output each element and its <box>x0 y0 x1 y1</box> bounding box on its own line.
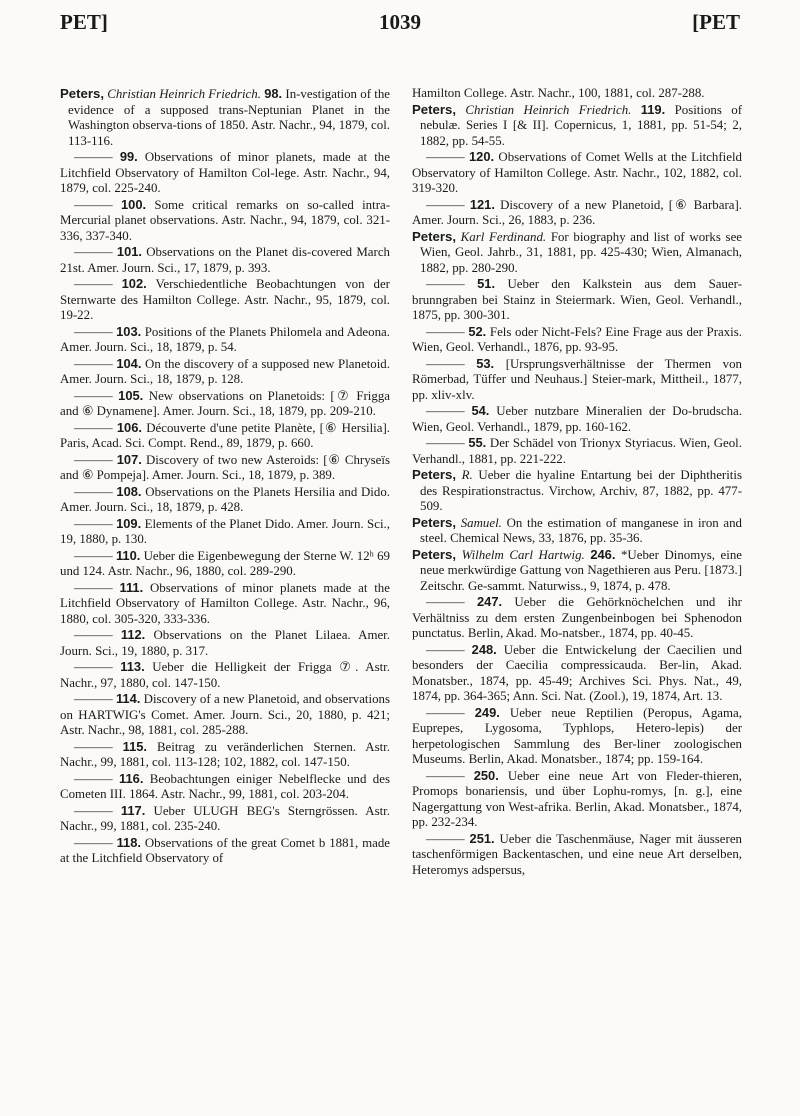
entry-number: 111. <box>119 579 144 595</box>
author-given-names: Christian Heinrich Friedrich. <box>465 102 632 117</box>
bibliography-entry <box>412 86 742 102</box>
entry-number: 246. <box>590 546 616 562</box>
entry-text: Ueber den Kalkstein aus dem Sauer-brunngraben bei Stainz in Steiermark. Wien, Geol. Verhandl., 1875, pp. 300-301. <box>412 277 742 322</box>
entry-text: Fels oder Nicht-Fels? Eine Frage aus der Praxis. Wien, Geol. Verhandl., 1876, pp. 93-95. <box>412 324 742 354</box>
ditto-dash: ——— <box>426 277 465 291</box>
author-surname: Peters, <box>412 467 456 482</box>
entry-number: 121. <box>469 196 495 212</box>
bibliography-entry <box>60 548 390 580</box>
entry-text: Observations of minor planets, made at the Litchfield Observatory of Hamilton Col-lege. Astr. Nachr., 94, 1879, col. 225-240. <box>60 150 390 195</box>
ditto-dash: ——— <box>74 548 113 563</box>
ditto-dash: ——— <box>74 245 113 259</box>
entry-text: Elements of the Planet Dido. Amer. Journ. Sci., 19, 1880, p. 130. <box>60 516 390 546</box>
entry-text: Some critical remarks on so-called intra-Mercurial planet observations. Astr. Nachr., 94, 1879, col. 321-336, 337-340. <box>60 197 390 243</box>
entry-number: 117. <box>120 802 146 818</box>
ditto-dash: ——— <box>74 420 113 435</box>
ditto-dash: ——— <box>74 388 113 403</box>
entry-number: 100. <box>121 196 147 212</box>
author-surname: Peters, <box>60 86 104 101</box>
entry-text: Verschiedentliche Beobachtungen von der Sternwarte des Hamilton College. Astr. Nachr., 95, 1879, col. 19-22. <box>60 277 390 322</box>
entry-number: 106. <box>116 419 142 435</box>
left-column <box>60 86 390 867</box>
bibliography-entry <box>412 276 742 324</box>
ditto-dash: ——— <box>74 803 113 818</box>
entry-number: 114. <box>115 691 141 706</box>
entry-text: Observations of the great Comet b 1881, made at the Litchfield Observatory of <box>60 835 390 865</box>
entry-text: Discovery of a new Planetoid, and observations on HARTWIG's Comet. Amer. Journ. Sci., 20, 1880, p. 421; Astr. Nachr., 98, 1881, col. 285-288. <box>60 692 390 737</box>
entry-number: 52. <box>468 323 487 339</box>
ditto-dash: ——— <box>74 628 113 642</box>
author-given-names: Wilhelm Carl Hartwig. <box>461 547 585 562</box>
entry-text: For biography and list of works see Wien, Geol. Jahrb., 31, 1881, pp. 425-430; Wien, Almanach, 1882, pp. 280-290. <box>420 229 743 275</box>
author-surname: Peters, <box>412 228 456 244</box>
entry-number: 109. <box>116 515 142 531</box>
author-given-names: R. <box>461 468 473 482</box>
right-column <box>412 86 742 878</box>
entry-text: On the discovery of a supposed new Planetoid. Amer. Journ. Sci., 18, 1879, p. 128. <box>60 356 390 386</box>
entry-text: Ueber neue Reptilien (Peropus, Agama, Euprepes, Lygosoma, Typhlops, Hetero-lepis) der herpetologischen Sammlung des Ber-liner zoologischen Museums. Berlin, Akad. Monatsber., 1874; pp. 159-164. <box>412 705 742 766</box>
entry-number: 116. <box>119 770 144 786</box>
running-head <box>60 10 740 36</box>
entry-text: Observations of Comet Wells at the Litchfield Observatory of Hamilton College. Astr. Nachr., 102, 1882, col. 319-320. <box>412 150 742 195</box>
entry-number: 54. <box>471 403 490 418</box>
bibliography-entry <box>60 627 390 659</box>
entry-text: Observations on the Planet Lilaea. Amer. Journ. Sci., 19, 1880, p. 317. <box>60 628 390 658</box>
entry-number: 101. <box>116 244 142 259</box>
entry-number: 113. <box>120 659 145 674</box>
entry-number: 115. <box>122 738 147 754</box>
author-surname: Peters, <box>412 546 456 562</box>
entry-text: Der Schädel von Trionyx Styriacus. Wien, Geol. Verhandl., 1881, pp. 221-222. <box>412 436 742 466</box>
bibliography-entry <box>412 467 742 515</box>
entry-number: 108. <box>116 483 142 499</box>
ditto-dash: ——— <box>426 436 465 450</box>
ditto-dash: ——— <box>74 580 113 595</box>
author-given-names: Karl Ferdinand. <box>460 229 547 244</box>
ditto-dash: ——— <box>74 692 113 706</box>
bibliography-entry <box>412 515 742 547</box>
entry-number: 104. <box>116 355 142 371</box>
entry-text: Observations on the Planets Hersilia and Dido. Amer. Journ. Sci., 18, 1879, p. 428. <box>60 484 391 514</box>
author-given-names: Christian Heinrich Friedrich. <box>107 87 261 101</box>
bibliography-entry <box>60 580 390 628</box>
entry-number: 51. <box>477 276 496 291</box>
ditto-dash: ——— <box>74 277 113 291</box>
bibliography-entry <box>60 691 390 739</box>
ditto-dash: ——— <box>74 660 113 674</box>
bibliography-entry <box>412 547 742 595</box>
entry-text: Hamilton College. Astr. Nachr., 100, 1881, col. 287-288. <box>412 86 705 100</box>
bibliography-entry <box>412 102 742 150</box>
ditto-dash: ——— <box>426 831 465 846</box>
entry-number: 120. <box>468 149 495 164</box>
entry-number: 249. <box>474 704 500 720</box>
bibliography-entry <box>412 197 742 229</box>
entry-text: [Ursprungsverhältnisse der Thermen von Römerbad, Tüffer und Neuhaus.] Steier-mark, Mittheil., 1877, pp. xliv-xlv. <box>412 356 742 402</box>
bibliography-entry <box>60 356 390 388</box>
bibliography-entry <box>60 276 390 324</box>
ditto-dash: ——— <box>426 356 465 371</box>
bibliography-entry <box>60 420 390 452</box>
entry-text: Discovery of two new Asteroids: [⑥ Chryseïs and ⑥ Pompeja]. Amer. Journ. Sci., 18, 1879, p. 389. <box>60 452 390 482</box>
entry-number: 251. <box>469 830 495 846</box>
entry-text: New observations on Planetoids: [⑦ Frigga and ⑥ Dynamene]. Amer. Journ. Sci., 18, 1879, pp. 209-210. <box>60 388 390 418</box>
bibliography-entry <box>60 324 390 356</box>
bibliography-entry <box>60 771 390 803</box>
entry-text: Ueber die Eigenbewegung der Sterne W. 12ʰ 69 und 124. Astr. Nachr., 96, 1880, col. 289-290. <box>60 548 390 578</box>
entry-number: 118. <box>116 834 141 850</box>
ditto-dash: ——— <box>426 705 465 720</box>
ditto-dash: ——— <box>426 404 465 418</box>
entry-text: Ueber ULUGH BEG's Sterngrössen. Astr. Nachr., 99, 1881, col. 235-240. <box>60 803 390 833</box>
ditto-dash: ——— <box>74 324 113 339</box>
entry-text: Observations of minor planets made at the Litchfield Observatory of Hamilton College. Astr. Nachr., 96, 1880, col. 305-320, 333-336. <box>60 580 390 626</box>
header-right: [PET <box>692 10 740 34</box>
entry-number: 55. <box>468 435 487 450</box>
bibliography-entry <box>412 324 742 356</box>
ditto-dash: ——— <box>74 516 113 531</box>
entry-text: Positions of nebulæ. Series I [& II]. Copernicus, 1, 1881, pp. 51-54; 2, 1882, pp. 54-55. <box>420 102 742 148</box>
entry-text: Ueber die Helligkeit der Frigga ⑦. Astr. Nachr., 97, 1880, col. 147-150. <box>60 660 390 690</box>
entry-text: Observations on the Planet dis-covered March 21st. Amer. Journ. Sci., 17, 1879, p. 393. <box>60 245 390 275</box>
ditto-dash: ——— <box>74 835 113 850</box>
entry-number: 250. <box>473 767 499 783</box>
header-left: PET] <box>60 10 108 34</box>
ditto-dash: ——— <box>74 150 113 164</box>
entry-text: Ueber die Entwickelung der Caecilien und besonders der Caecilia compressicauda. Ber-lin, Akad. Monatsber., 1874, pp. 45-49; Archives Sci. Phys. Nat., 49, 1874, pp. 364-365; Ann. Sci. Nat. (Zool.), 19, 1874, Art. 13. <box>412 642 743 703</box>
entry-number: 53. <box>476 355 495 371</box>
ditto-dash: ——— <box>426 768 465 783</box>
entry-text: Beobachtungen einiger Nebelflecke und des Cometen III. 1864. Astr. Nachr., 99, 1881, col. 203-204. <box>60 771 390 801</box>
entry-text: Discovery of a new Planetoid, [⑥ Barbara]. Amer. Journ. Sci., 26, 1883, p. 236. <box>412 197 742 227</box>
entry-text: Ueber nutzbare Mineralien der Do-brudscha. Wien, Geol. Verhandl., 1879, pp. 160-162. <box>412 404 742 434</box>
bibliography-entry <box>412 594 742 642</box>
author-surname: Peters, <box>412 101 456 117</box>
entry-text: Ueber eine neue Art von Fleder-thieren, Promops bonariensis, und über Lophu-romys, [n. g.], eine Nagergattung von West-afrika. Berlin, Akad. Monatsber., 1874, pp. 232-234. <box>412 768 742 829</box>
bibliography-entry <box>412 642 742 705</box>
bibliography-entry <box>60 86 390 149</box>
entry-number: 99. <box>119 149 138 164</box>
bibliography-entry <box>412 403 742 435</box>
entry-number: 248. <box>471 641 497 657</box>
bibliography-entry <box>60 835 390 867</box>
ditto-dash: ——— <box>426 642 465 657</box>
entry-number: 98. <box>264 86 283 101</box>
ditto-dash: ——— <box>426 150 465 164</box>
bibliography-entry <box>60 149 390 197</box>
bibliography-entry <box>60 244 390 276</box>
bibliography-entry <box>412 149 742 197</box>
bibliography-entry <box>60 197 390 245</box>
entry-text: In-vestigation of the evidence of a supposed trans-Neptunian Planet in the Washington observa-tions of 1850. Astr. Nachr., 94, 1879, col. 113-116. <box>68 87 391 148</box>
entry-text: *Ueber Dinomys, eine neue merkwürdige Gattung von Nagethieren aus Peru. [1873.] Zeitschr. Ge-sammt. Naturwiss., 9, 1874, p. 478. <box>420 547 742 593</box>
bibliography-entry <box>60 452 390 484</box>
bibliography-entry <box>60 516 390 548</box>
entry-number: 112. <box>120 627 146 642</box>
ditto-dash: ——— <box>426 197 465 212</box>
entry-text: Découverte d'une petite Planète, [⑥ Hersilia]. Paris, Acad. Sci. Compt. Rend., 89, 1879, p. 660. <box>60 420 390 450</box>
ditto-dash: ——— <box>74 452 113 467</box>
entry-number: 110. <box>115 547 141 563</box>
ditto-dash: ——— <box>426 324 465 339</box>
bibliography-entry <box>60 803 390 835</box>
bibliography-entry <box>412 768 742 831</box>
entry-number: 107. <box>116 451 142 467</box>
page-number: 1039 <box>379 10 421 34</box>
entry-text: On the estimation of manganese in iron and steel. Chemical News, 33, 1876, pp. 35-36. <box>420 515 743 545</box>
bibliography-entry <box>60 739 390 771</box>
bibliography-entry <box>412 831 742 879</box>
entry-number: 119. <box>640 101 666 117</box>
entry-text: Positions of the Planets Philomela and Adeona. Amer. Journ. Sci., 18, 1879, p. 54. <box>60 324 390 354</box>
author-surname: Peters, <box>412 514 456 530</box>
ditto-dash: ——— <box>74 356 113 371</box>
author-given-names: Samuel. <box>460 515 502 530</box>
bibliography-entry <box>60 659 390 691</box>
bibliography-entry <box>412 229 742 277</box>
ditto-dash: ——— <box>74 739 113 754</box>
bibliography-entry <box>412 705 742 768</box>
entry-text: Beitrag zu veränderlichen Sternen. Astr. Nachr., 99, 1881, col. 113-128; 102, 1882, col. 147-150. <box>60 739 390 769</box>
entry-number: 247. <box>477 594 503 609</box>
bibliography-entry <box>412 435 742 467</box>
ditto-dash: ——— <box>74 484 113 499</box>
bibliography-entry <box>60 388 390 420</box>
entry-number: 102. <box>121 276 147 291</box>
ditto-dash: ——— <box>426 595 465 609</box>
entry-text: Ueber die hyaline Entartung bei der Diphtheritis des Respirationstractus. Virchow, Archiv, 87, 1882, pp. 477-509. <box>420 468 742 513</box>
entry-text: Ueber die Taschenmäuse, Nager mit äusseren taschenförmigen Backentaschen, und eine neue Art derselben, Heteromys adspersus, <box>412 831 742 877</box>
bibliography-entry <box>412 356 742 404</box>
entry-text: Ueber die Gehörknöchelchen und ihr Verhältniss zu dem ersten Zungenbeinbogen bei Sphenodon punctatus. Berlin, Akad. Mo-natsber., 1874, pp. 40-45. <box>412 595 742 640</box>
ditto-dash: ——— <box>74 197 113 212</box>
ditto-dash: ——— <box>74 771 113 786</box>
bibliography-entry <box>60 484 390 516</box>
entry-number: 105. <box>118 387 144 403</box>
entry-number: 103. <box>116 323 142 339</box>
